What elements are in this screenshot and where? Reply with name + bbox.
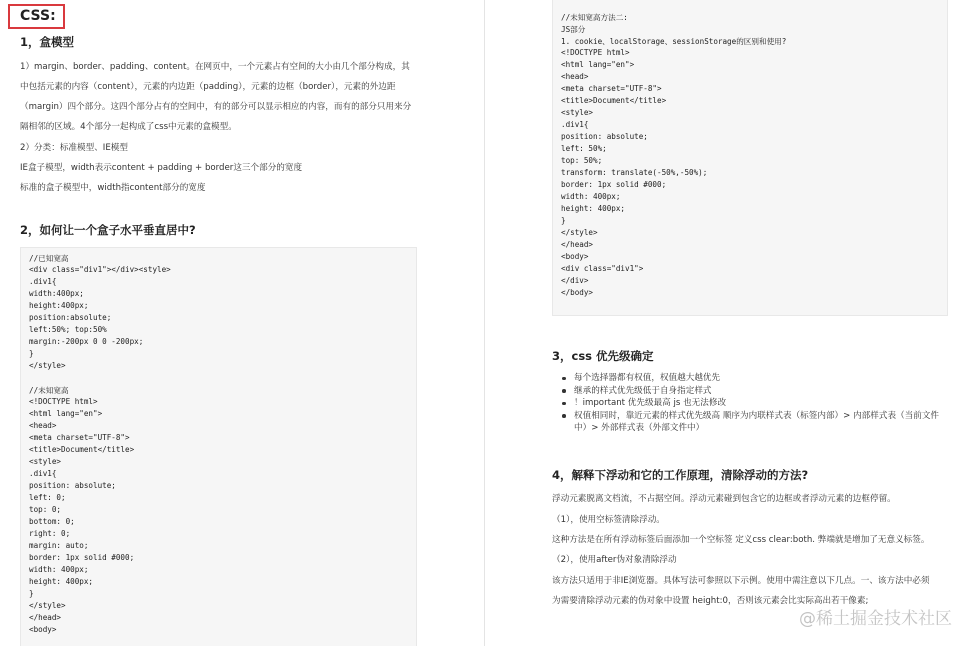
code-line: top: 50%;	[561, 156, 603, 165]
code-line: <body>	[29, 625, 57, 634]
paragraph: IE盒子模型，width表示content + padding + border这三个部分的宽度	[20, 163, 303, 173]
list-item	[552, 397, 952, 410]
bullet-icon	[562, 377, 566, 381]
list-item-text: 权值相同时，靠近元素的样式优先级高 顺序为内联样式表（标签内部）> 内部样式表（当前文件	[574, 410, 940, 421]
code-line: margin:-200px 0 0 -200px;	[29, 337, 144, 346]
code-line: JS部分	[561, 25, 586, 34]
code-line: <div class="div1"></div><style>	[29, 265, 171, 274]
list-item	[552, 385, 952, 398]
paragraph: 2）分类：标准模型、IE模型	[20, 143, 128, 153]
paragraph: 中包括元素的内容（content），元素的内边距（padding），元素的边框（border），元素的外边距	[20, 82, 396, 92]
code-line: bottom: 0;	[29, 517, 75, 526]
code-line: .div1{	[561, 120, 589, 129]
code-line: //未知宽高	[29, 386, 69, 395]
code-line: <html lang="en">	[561, 60, 635, 69]
bullet-icon	[562, 414, 566, 418]
bullet-icon	[562, 402, 566, 406]
code-line: <head>	[29, 421, 57, 430]
code-line: height: 400px;	[29, 577, 94, 586]
priority-list	[552, 372, 952, 435]
paragraph: 为需要清除浮动元素的伪对象中设置 height:0，否则该元素会比实际高出若干像素;	[552, 596, 869, 606]
css-heading-box	[8, 4, 65, 29]
code-line: height: 400px;	[561, 204, 626, 213]
code-line: left: 50%;	[561, 144, 607, 153]
paragraph: 标准的盒子模型中，width指content部分的宽度	[20, 183, 206, 193]
code-line: </style>	[561, 228, 598, 237]
code-line: //未知宽高方法二:	[561, 13, 628, 22]
watermark: @稀土掘金技术社区	[799, 609, 952, 629]
code-line: left:50%; top:50%	[29, 325, 107, 334]
code-line: }	[29, 349, 34, 358]
section1-title: 1，盒模型	[20, 35, 75, 49]
code-block	[552, 0, 948, 316]
list-item-text: ！important 优先级最高 js 也无法修改	[574, 398, 727, 408]
code-line: </head>	[29, 613, 62, 622]
code-line: border: 1px solid #000;	[561, 180, 667, 189]
code-line: </body>	[561, 288, 594, 297]
css-heading: CSS:	[20, 8, 56, 24]
paragraph: 该方法只适用于非IE浏览器。具体写法可参照以下示例。使用中需注意以下几点。一、该方法中必须	[552, 576, 930, 586]
paragraph: （1），使用空标签清除浮动。	[552, 515, 665, 525]
code-line: .div1{	[29, 469, 57, 478]
paragraph: （margin）四个部分。这四个部分占有的空间中，有的部分可以显示相应的内容，而有的部分只用来分	[20, 102, 412, 112]
code-line: </style>	[29, 361, 66, 370]
code-line: position: absolute;	[29, 481, 116, 490]
list-item-continuation	[552, 422, 952, 435]
list-item-text: 中）> 外部样式表（外部文件中）	[574, 423, 705, 433]
code-line: position:absolute;	[29, 313, 112, 322]
code-line: <title>Document</title>	[561, 96, 667, 105]
page-divider	[484, 0, 485, 646]
list-item	[552, 410, 952, 423]
code-line: <!DOCTYPE html>	[29, 397, 98, 406]
section2-title: 2，如何让一个盒子水平垂直居中?	[20, 223, 196, 237]
code-line: 1. cookie、localStorage、sessionStorage的区别和使用?	[561, 37, 787, 46]
code-line: </style>	[29, 601, 66, 610]
code-line: </head>	[561, 240, 594, 249]
code-line: <html lang="en">	[29, 409, 103, 418]
paragraph: （2），使用after伪对象清除浮动	[552, 555, 677, 565]
bullet-icon	[562, 389, 566, 393]
list-item-text: 每个选择器都有权值，权值越大越优先	[574, 373, 721, 383]
code-line: .div1{	[29, 277, 57, 286]
code-line: left: 0;	[29, 493, 66, 502]
code-line: </div>	[561, 276, 589, 285]
paragraph: 浮动元素脱离文档流，不占据空间。浮动元素碰到包含它的边框或者浮动元素的边框停留。	[552, 494, 896, 504]
code-line: width: 400px;	[29, 565, 89, 574]
code-line: //已知宽高	[29, 254, 69, 263]
paragraph: 1）margin、border、padding、content。在网页中，一个元素占有空间的大小由几个部分构成，其	[20, 62, 410, 72]
code-line: <!DOCTYPE html>	[561, 48, 630, 57]
code-line: right: 0;	[29, 529, 71, 538]
code-line: <body>	[561, 252, 589, 261]
code-block	[20, 247, 417, 646]
paragraph: 隔相邻的区域。4个部分一起构成了css中元素的盒模型。	[20, 122, 237, 132]
code-line: <head>	[561, 72, 589, 81]
code-line: position: absolute;	[561, 132, 648, 141]
left-page	[0, 0, 484, 646]
code-line: width: 400px;	[561, 192, 621, 201]
section4-title: 4，解释下浮动和它的工作原理，清除浮动的方法?	[552, 468, 809, 482]
code-line: margin: auto;	[29, 541, 89, 550]
section3-title: 3，css 优先级确定	[552, 349, 654, 363]
code-line: <title>Document</title>	[29, 445, 135, 454]
code-line: <div class="div1">	[561, 264, 644, 273]
list-item	[552, 372, 952, 385]
code-line: height:400px;	[29, 301, 89, 310]
code-line: width:400px;	[29, 289, 84, 298]
code-line: transform: translate(-50%,-50%);	[561, 168, 708, 177]
code-line: }	[29, 589, 34, 598]
list-item-text: 继承的样式优先级低于自身指定样式	[574, 385, 712, 396]
code-line: <style>	[29, 457, 62, 466]
code-line: <style>	[561, 108, 594, 117]
code-line: border: 1px solid #000;	[29, 553, 135, 562]
paragraph: 这种方法是在所有浮动标签后面添加一个空标签 定义css clear:both. 弊端就是增加了无意义标签。	[552, 535, 930, 545]
code-line: <meta charset="UTF-8">	[561, 84, 662, 93]
code-line: }	[561, 216, 566, 225]
code-line: top: 0;	[29, 505, 62, 514]
right-page	[486, 0, 972, 646]
code-line: <meta charset="UTF-8">	[29, 433, 130, 442]
